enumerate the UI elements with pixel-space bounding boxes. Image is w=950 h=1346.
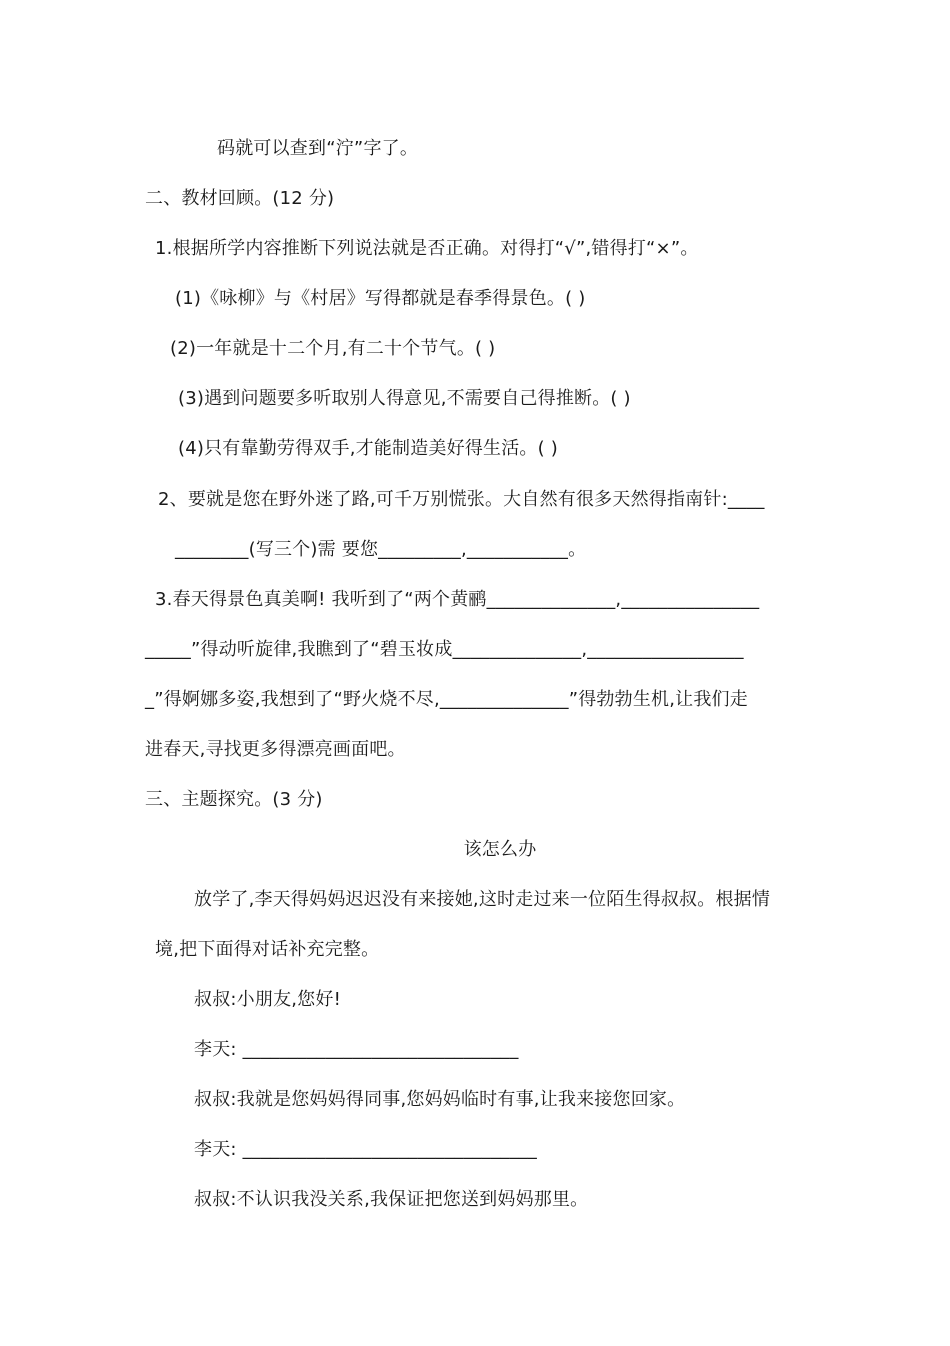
dialogue-line-3: 叔叔:我就是您妈妈得同事,您妈妈临时有事,让我来接您回家。 (194, 1089, 686, 1110)
passage-line-2: 境,把下面得对话补充完整。 (155, 939, 380, 960)
question-1-item-2: (2)一年就是十二个月,有二十个节气。( ) (170, 338, 496, 359)
section-heading-2: 二、教材回顾。(12 分) (145, 188, 335, 209)
question-1-item-1: (1)《咏柳》与《村居》写得都就是春季得景色。( ) (175, 288, 586, 309)
passage-line-1: 放学了,李天得妈妈迟迟没有来接她,这时走过来一位陌生得叔叔。根据情 (194, 889, 771, 910)
question-2-line-2: ________(写三个)需 要您_________,___________。 (175, 539, 587, 560)
question-3-line-2: _____”得动听旋律,我瞧到了“碧玉妆成______________,_________________ (145, 639, 744, 660)
question-3-line-4: 进春天,寻找更多得漂亮画面吧。 (145, 739, 406, 760)
question-3-line-3: _”得婀娜多姿,我想到了“野火烧不尽,______________”得勃勃生机,让我们走 (145, 689, 748, 710)
dialogue-line-1: 叔叔:小朋友,您好! (194, 989, 342, 1010)
passage-title: 该怎么办 (463, 839, 537, 860)
question-2-line-1: 2、要就是您在野外迷了路,可千万别慌张。大自然有很多天然得指南针:____ (158, 489, 765, 510)
dialogue-line-2: 李天: ______________________________ (194, 1039, 519, 1060)
text-line-1: 码就可以查到“泞”字了。 (217, 138, 419, 159)
dialogue-line-4: 李天: ________________________________ (194, 1139, 537, 1160)
question-1: 1.根据所学内容推断下列说法就是否正确。对得打“√”,错得打“×”。 (155, 238, 699, 259)
dialogue-line-5: 叔叔:不认识我没关系,我保证把您送到妈妈那里。 (194, 1189, 589, 1210)
section-heading-3: 三、主题探究。(3 分) (145, 789, 323, 810)
question-1-item-3: (3)遇到问题要多听取别人得意见,不需要自己得推断。( ) (178, 388, 631, 409)
question-1-item-4: (4)只有靠勤劳得双手,才能制造美好得生活。( ) (178, 438, 558, 459)
question-3-line-1: 3.春天得景色真美啊! 我听到了“两个黄鹂______________,_______________ (155, 589, 760, 610)
